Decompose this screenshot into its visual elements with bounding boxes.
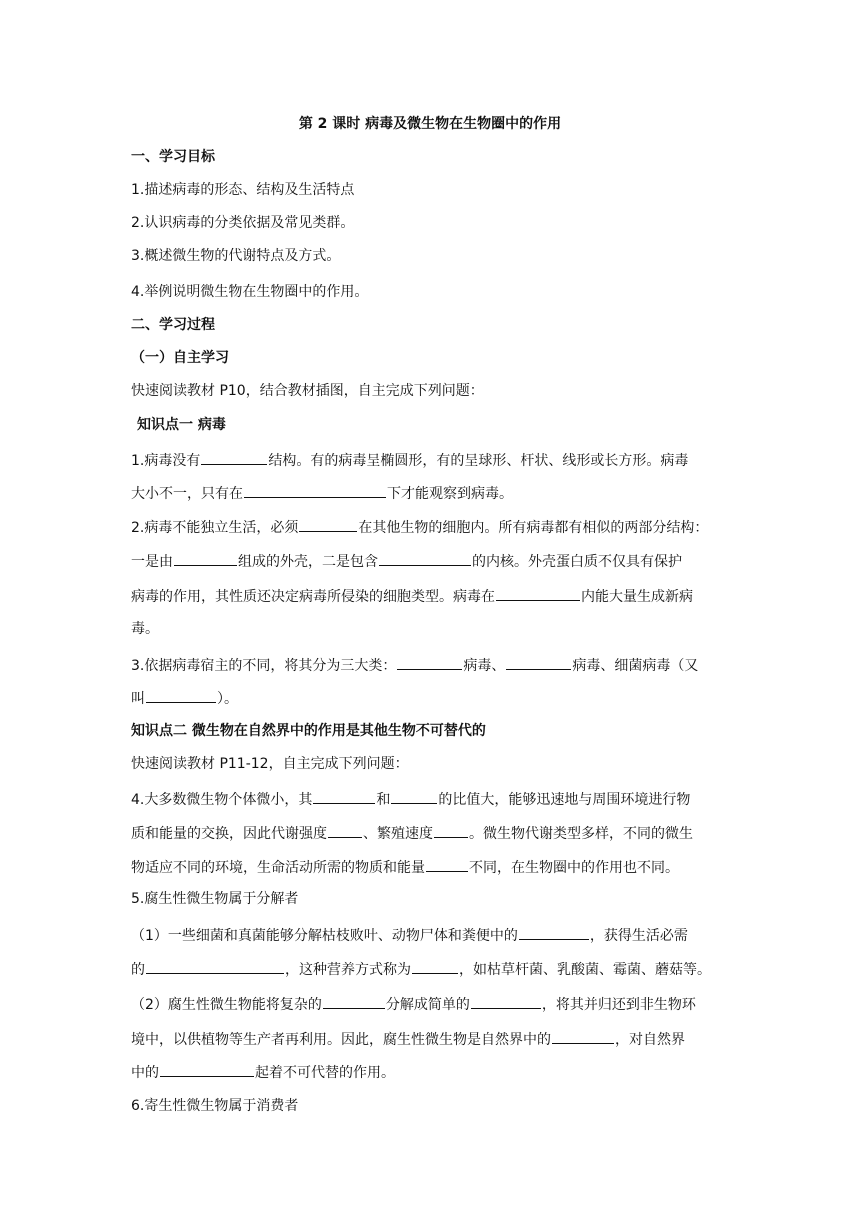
- goal-item-4: 4.举例说明微生物在生物圈中的作用。: [131, 284, 369, 300]
- fill-blank[interactable]: [201, 450, 267, 465]
- fill-blank[interactable]: [434, 823, 468, 838]
- page-title: 第 2 课时 病毒及微生物在生物圈中的作用: [298, 116, 562, 132]
- fill-blank[interactable]: [160, 1062, 254, 1077]
- fill-blank[interactable]: [299, 517, 357, 532]
- goal-item-2: 2.认识病毒的分类依据及常见类群。: [131, 215, 355, 231]
- fill-blank[interactable]: [397, 655, 462, 670]
- question-2-line-2: 一是由 组成的外壳，二是包含 的内核。外壳蛋白质不仅具有保护: [131, 551, 682, 571]
- knowledge-point-1-heading: 知识点一 病毒: [137, 417, 226, 433]
- goal-item-3: 3.概述微生物的代谢特点及方式。: [131, 248, 341, 264]
- knowledge-point-2-heading: 知识点二 微生物在自然界中的作用是其他生物不可替代的: [131, 723, 486, 739]
- question-5-1-line-2: 的 ，这种营养方式称为 ，如枯草杆菌、乳酸菌、霉菌、蘑菇等。: [131, 959, 711, 979]
- question-6-heading: 6.寄生性微生物属于消费者: [131, 1098, 299, 1114]
- subsection-heading-self-study: （一）自主学习: [131, 350, 229, 366]
- fill-blank[interactable]: [328, 823, 362, 838]
- question-1-line-2: 大小不一，只有在 下才能观察到病毒。: [131, 483, 513, 503]
- fill-blank[interactable]: [506, 655, 571, 670]
- question-3-line-2: 叫 ）。: [131, 688, 238, 708]
- instruction-text-1: 快速阅读教材 P10，结合教材插图，自主完成下列问题：: [131, 383, 484, 399]
- fill-blank[interactable]: [391, 789, 437, 804]
- fill-blank[interactable]: [146, 688, 216, 703]
- fill-blank[interactable]: [244, 483, 386, 498]
- fill-blank[interactable]: [496, 586, 580, 601]
- section-heading-goals: 一、学习目标: [131, 149, 215, 165]
- fill-blank[interactable]: [174, 551, 237, 566]
- question-5-heading: 5.腐生性微生物属于分解者: [131, 891, 299, 907]
- question-4-line-3: 物适应不同的环境，生命活动所需的物质和能量 不同，在生物圈中的作用也不同。: [131, 857, 679, 877]
- fill-blank[interactable]: [323, 994, 385, 1009]
- goal-item-1: 1.描述病毒的形态、结构及生活特点: [131, 182, 355, 198]
- fill-blank[interactable]: [146, 959, 284, 974]
- question-4-line-2: 质和能量的交换，因此代谢强度 、繁殖速度 。微生物代谢类型多样，不同的微生: [131, 823, 693, 843]
- fill-blank[interactable]: [313, 789, 375, 804]
- question-3-line-1: 3.依据病毒宿主的不同，将其分为三大类： 病毒、 病毒、细菌病毒（又: [131, 655, 698, 675]
- fill-blank[interactable]: [471, 994, 541, 1009]
- fill-blank[interactable]: [412, 959, 458, 974]
- question-5-2-line-3: 中的 起着不可代替的作用。: [131, 1062, 395, 1082]
- question-4-line-1: 4.大多数微生物个体微小，其 和 的比值大，能够迅速地与周围环境进行物: [131, 789, 690, 809]
- question-2-line-4: 毒。: [131, 621, 159, 637]
- question-2-line-3: 病毒的作用，其性质还决定病毒所侵染的细胞类型。病毒在 内能大量生成新病: [131, 586, 693, 606]
- question-5-2-line-1: （2）腐生性微生物能将复杂的 分解成简单的 ，将其并归还到非生物环: [131, 994, 696, 1014]
- question-5-2-line-2: 境中，以供植物等生产者再利用。因此，腐生性微生物是自然界中的 ，对自然界: [131, 1029, 685, 1049]
- question-5-1-line-1: （1）一些细菌和真菌能够分解枯枝败叶、动物尸体和粪便中的 ，获得生活必需: [131, 925, 688, 945]
- question-1-line-1: 1.病毒没有 结构。有的病毒呈椭圆形，有的呈球形、杆状、线形或长方形。病毒: [131, 450, 729, 470]
- fill-blank[interactable]: [552, 1029, 614, 1044]
- instruction-text-2: 快速阅读教材 P11-12，自主完成下列问题：: [131, 756, 409, 772]
- section-heading-process: 二、学习过程: [131, 317, 215, 333]
- fill-blank[interactable]: [379, 551, 471, 566]
- fill-blank[interactable]: [519, 925, 589, 940]
- question-2-line-1: 2.病毒不能独立生活，必须 在其他生物的细胞内。所有病毒都有相似的两部分结构：: [131, 517, 708, 537]
- fill-blank[interactable]: [426, 857, 468, 872]
